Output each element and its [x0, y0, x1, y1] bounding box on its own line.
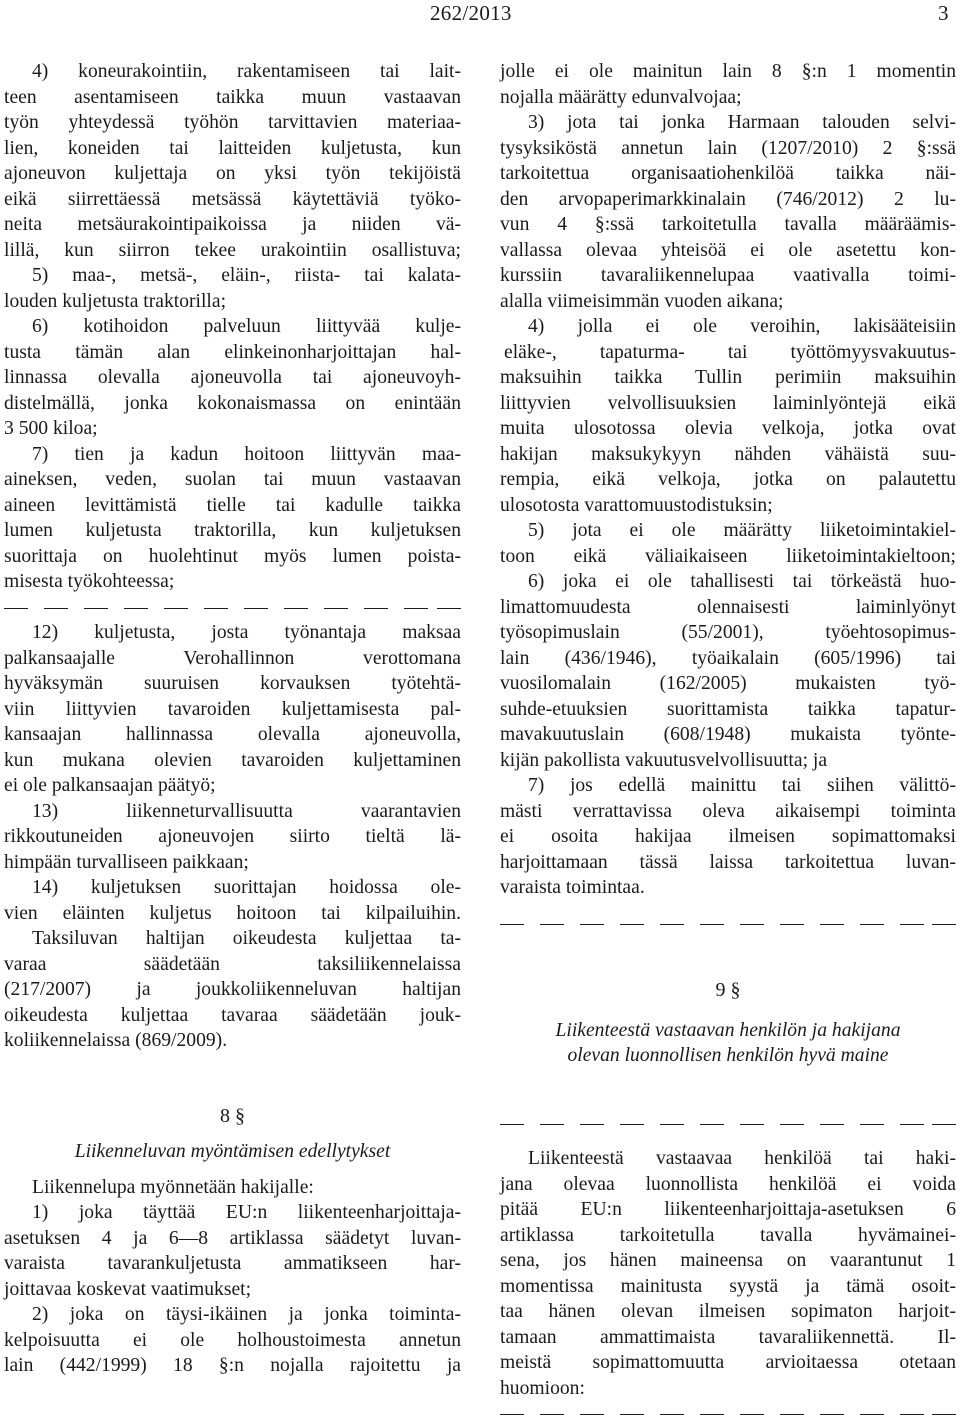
section-8-title: Liikenneluvan myöntämisen edellytykset [74, 1141, 391, 1162]
text-line: momentissa mainitusta syystä ja tämä osoit- [500, 1275, 956, 1297]
right-paragraphs-a [500, 59, 956, 901]
text-line: 6) joka ei ole tahallisesti tai törkeästä huo- [528, 571, 956, 592]
text-line: tarkoitettua organisaatiohenkilöä taikka näi- [500, 163, 956, 184]
text-line: meistä sopimattomuutta arvioitaessa otetaan [500, 1352, 956, 1373]
text-line: huomioon: [500, 1377, 585, 1399]
section-8-number: 8 § [220, 1104, 245, 1127]
text-line: 5) maa-, metsä-, eläin-, riista- tai kalata- [32, 265, 461, 286]
text-line: Taksiluvan haltijan oikeudesta kuljettaa ta- [32, 928, 461, 949]
text-line: lien, koneiden tai laitteiden kuljetusta, kun [4, 137, 461, 159]
text-line: koliikennelaissa (869/2009). [4, 1030, 228, 1051]
text-line: toon eikä väliaikaiseen liiketoimintakieltoon; [500, 545, 956, 567]
text-line: muita ulosotossa olevia velkoja, jotka ovat [500, 418, 956, 439]
text-line: himpään turvalliseen paikkaan; [4, 851, 249, 873]
text-line: ei osoita hakijaa ilmeisen sopimattomaksi [500, 826, 956, 847]
text-line: kansaajan hallinnassa olevalla ajoneuvolla, [4, 724, 461, 745]
text-line: 5) jota ei ole määrätty liiketoimintakiel- [528, 520, 956, 541]
text-line: (217/2007) ja joukkoliikenneluvan haltijan [4, 979, 461, 1000]
text-line: varaista toimintaa. [500, 877, 645, 898]
text-line: ajoneuvon kuljettaja on yksi työn tekijöistä [4, 163, 461, 184]
text-line: rikkoutuneiden ajoneuvojen siirto tieltä lä- [4, 826, 461, 847]
text-line: varaa säädetään taksiliikennelaissa [4, 953, 461, 975]
text-line: 3 500 kiloa; [4, 418, 98, 439]
text-line: lain (442/1999) 18 §:n nojalla rajoitettu ja [4, 1355, 461, 1376]
text-line: 4) koneurakointiin, rakentamiseen tai lait- [32, 61, 461, 82]
text-line: nojalla määrätty edunvalvojaa; [500, 86, 742, 108]
text-line: rempia, eikä velkoja, jotka on palautettu [500, 469, 956, 490]
text-line: eikä siirrettäessä metsässä käytettäviä työko- [4, 188, 461, 210]
text-line: louden kuljetusta traktorilla; [4, 290, 227, 312]
text-line: joittavaa koskevat vaatimukset; [4, 1278, 252, 1300]
text-line: 13) liikenneturvallisuutta vaarantavien [32, 800, 461, 822]
text-line: Liikenteestä vastaavaa henkilöä tai haki- [528, 1148, 956, 1169]
text-line: suorittaja on huolehtinut myös lumen poista- [4, 545, 461, 567]
left-column [4, 59, 461, 1379]
text-line: varaista tavarankuljetusta ammatikseen har- [4, 1253, 461, 1274]
text-line: 4) jolla ei ole veroihin, lakisääteisiin [528, 316, 956, 337]
text-line: taa hänen olevan ilmeisen sopimaton harjoit- [500, 1301, 956, 1322]
text-line: tusta tämän alan elinkeinonharjoittajan hal- [4, 341, 461, 363]
text-line: lillä, kun siirron tekee urakointiin osallistuva; [4, 239, 461, 261]
text-line: tysyksiköstä annetun lain (1207/2010) 2 §:ssä [500, 137, 956, 159]
text-line: linnassa olevalla ajoneuvolla tai ajoneuvoyh- [4, 367, 461, 388]
text-line: eläke-, tapaturma- tai työttömyysvakuutus- [504, 341, 956, 363]
text-line: 12) kuljetusta, josta työnantaja maksaa [32, 622, 461, 643]
section-9-title-line: olevan luonnollisen henkilön hyvä maine [567, 1045, 889, 1066]
text-line: teen asentamiseen taikka muun vastaavan [4, 86, 461, 108]
text-line: 1) joka täyttää EU:n liikenteenharjoittaja- [32, 1202, 461, 1223]
text-line: lumen kuljetusta traktorilla, kun kuljetuksen [4, 520, 461, 541]
statute-number: 262/2013 [430, 1, 512, 25]
text-line: mavakuutuslain (608/1948) mukaista työnte- [500, 724, 956, 745]
text-line: tamaan ammattimaista tavaraliikennettä. Il- [500, 1326, 956, 1348]
left-paragraphs-b [4, 620, 461, 1054]
text-line: asetuksen 4 ja 6—8 artiklassa säädetyt luvan- [4, 1227, 461, 1249]
text-line: maksuihin taikka Tullin perimiin maksuihin [500, 367, 956, 388]
text-line: kelpoisuutta ei ole holhoustoimesta annetun [4, 1329, 461, 1351]
text-line: kun mukana olevien tavaroiden kuljettaminen [4, 749, 461, 771]
text-line: jolle ei ole mainitun lain 8 §:n 1 momentin [500, 61, 956, 82]
text-line: työsopimuslain (55/2001), työehtosopimus- [500, 622, 956, 643]
text-line: Liikennelupa myönnetään hakijalle: [32, 1176, 314, 1198]
section-9-number: 9 § [715, 979, 741, 1001]
text-line: 3) jota tai jonka Harmaan talouden selvi- [528, 112, 956, 133]
text-line: työn yhteydessä työhön tarvittavien materiaa- [4, 112, 461, 133]
text-line: vun 4 §:ssä tarkoitetulla tavalla määräämis- [500, 214, 956, 235]
left-paragraphs-c [4, 1175, 461, 1379]
page-number: 3 [938, 1, 949, 25]
section-9-title-line: Liikenteestä vastaavan henkilön ja hakijana [555, 1019, 901, 1041]
text-line: hakijan maksukykyyn nähden vähäistä suu- [500, 443, 956, 465]
text-line: sena, jos hänen maineensa on vaarantunut 1 [500, 1250, 956, 1271]
text-line: aineen levittämistä tielle tai kadulle taikka [4, 494, 461, 516]
left-paragraphs-a [4, 59, 461, 595]
text-line: viin liittyvien tavaroiden kuljettamisesta pal- [4, 698, 461, 720]
text-line: hyväksymän suuruisen korvauksen työtehtä- [4, 673, 461, 694]
text-line: suhde-etuuksien suorittamista taikka tapatur- [500, 698, 956, 720]
text-line: 6) kotihoidon palveluun liittyvää kulje- [32, 316, 461, 337]
text-line: vien eläinten kuljetus hoitoon tai kilpailuihin. [4, 902, 461, 924]
text-line: ulosotosta varattomuustodistuksin; [500, 494, 773, 516]
page-header [0, 0, 960, 30]
text-line: artiklassa tarkoitetulla tavalla hyvämainei- [500, 1224, 956, 1246]
right-paragraphs-b [500, 1146, 956, 1401]
text-line: 2) joka on täysi-ikäinen ja jonka toiminta- [32, 1304, 461, 1325]
text-line: oikeudesta kuljettaa tavaraa säädetään jouk- [4, 1004, 461, 1026]
text-line: 14) kuljetuksen suorittajan hoidossa ole- [32, 877, 461, 898]
text-line: 7) tien ja kadun hoitoon liittyvän maa- [32, 443, 461, 465]
text-line: kurssiin tavaraliikennelupaa vaativalla toimi- [500, 265, 956, 286]
text-line: pitää EU:n liikenteenharjoittaja-asetuksen 6 [500, 1199, 956, 1220]
text-line: misesta työkohteessa; [4, 571, 175, 592]
text-line: limattomuudesta olennaisesti laiminlyönyt [500, 596, 956, 618]
right-column [500, 59, 956, 1427]
text-line: ei ole palkansaajan päätyö; [4, 775, 216, 796]
text-line: lain (436/1946), työaikalain (605/1996) tai [500, 647, 956, 669]
text-line: vuosilomalain (162/2005) mukaisten työ- [500, 673, 956, 694]
omission-dashes [500, 1111, 956, 1137]
text-line: mästi verrattavissa oleva aikaisempi toiminta [500, 800, 956, 822]
text-line: 7) jos edellä mainittu tai siihen välittö- [528, 775, 956, 796]
omission-dashes [4, 595, 461, 621]
omission-dashes [500, 911, 956, 937]
text-line: jana olevaa luonnollista henkilöä ei voida [500, 1173, 956, 1195]
text-line: alalla viimeisimmän vuoden aikana; [500, 290, 784, 312]
text-line: vallassa olevaa yhteisöä ei ole asetettu kon- [500, 239, 956, 261]
text-line: liittyvien velvollisuuksien laiminlyöntejä eikä [500, 392, 956, 414]
text-line: aineksen, veden, suolan tai muun vastaavan [4, 469, 461, 490]
text-line: harjoittamaan tässä laissa tarkoitettua luvan- [500, 851, 956, 873]
omission-dashes [500, 1401, 956, 1427]
text-line: distelmällä, jonka kokonaismassa on enintään [4, 392, 461, 414]
text-line: den arvopaperimarkkinalain (746/2012) 2 lu- [500, 188, 956, 210]
text-line: palkansaajalle Verohallinnon verottomana [4, 647, 461, 669]
text-line: neita metsäurakointipaikoissa ja niiden vä- [4, 214, 461, 235]
text-line: kijän pakollista vakuutusvelvollisuutta; ja [500, 749, 828, 771]
